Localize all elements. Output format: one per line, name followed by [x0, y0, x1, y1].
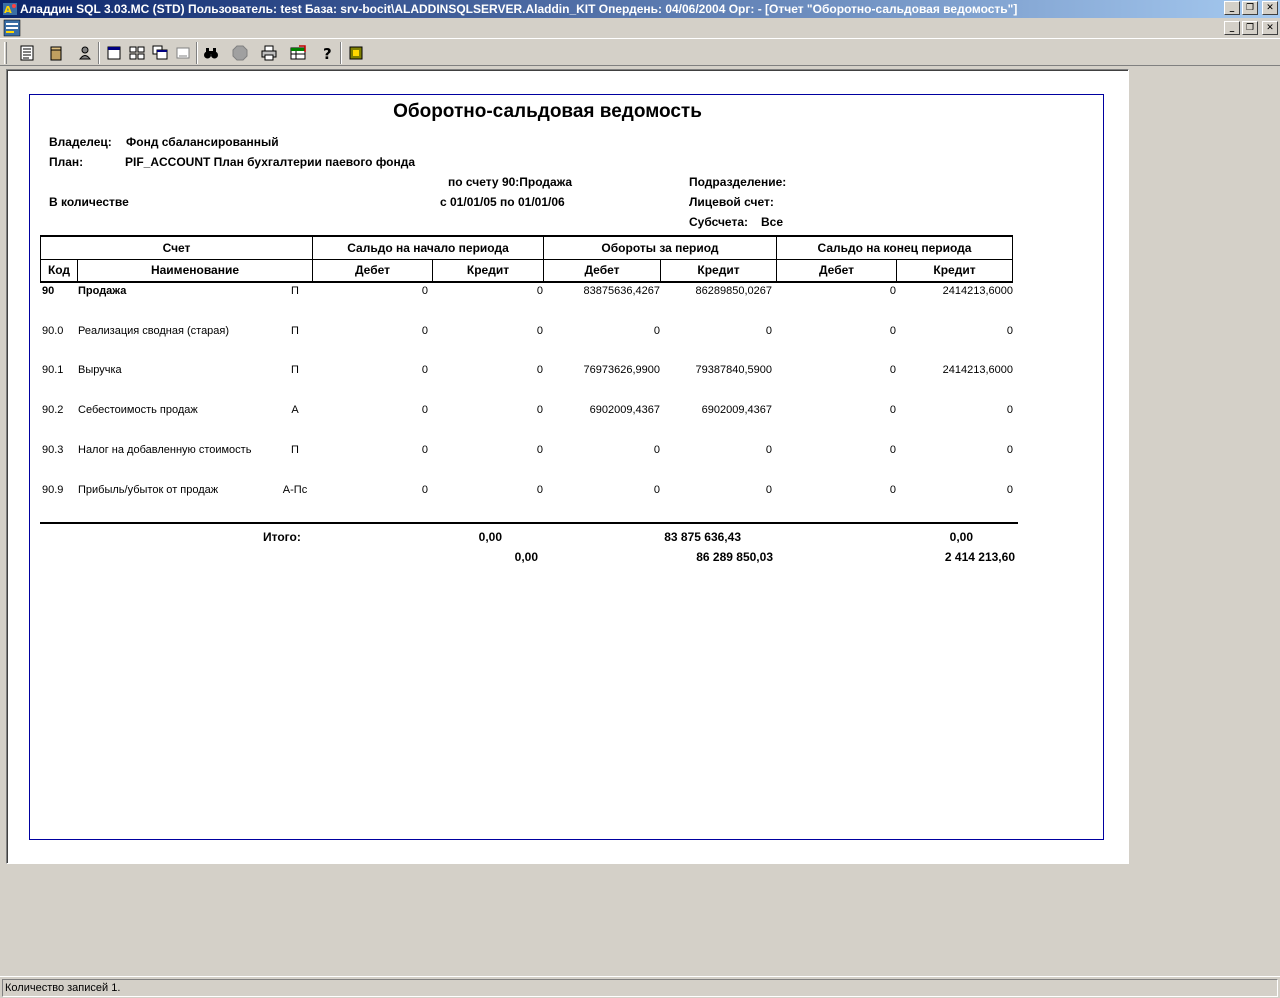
header-closing: Сальдо на конец периода [777, 236, 1013, 259]
status-text: Количество записей 1. [2, 979, 1278, 997]
row-close-credit: 0 [1006, 484, 1013, 496]
row-name: Прибыль/убыток от продаж [78, 484, 219, 496]
table-row[interactable] [40, 484, 1020, 500]
row-name: Налог на добавленную стоимость [78, 444, 252, 456]
box-icon[interactable] [45, 42, 67, 64]
doc-icon[interactable] [16, 42, 38, 64]
row-open-credit: 0 [536, 404, 543, 416]
totals-label: Итого: [263, 530, 301, 544]
total-turn-debit: 83 875 636,43 [664, 530, 741, 544]
personal-account-label: Лицевой счет: [689, 195, 774, 209]
mdi-client-area [0, 66, 1280, 974]
toolbar-separator [196, 42, 198, 64]
row-code: 90.9 [42, 484, 64, 496]
document-window-icon[interactable] [3, 19, 21, 37]
row-name: Себестоимость продаж [78, 404, 198, 416]
header-credit: Кредит [661, 259, 777, 282]
row-close-credit: 0 [1006, 404, 1013, 416]
toolbar-grip[interactable] [4, 42, 7, 64]
row-open-credit: 0 [536, 285, 543, 297]
minimize-button[interactable]: _ [1224, 1, 1240, 15]
row-open-debit: 0 [421, 364, 428, 376]
table-row[interactable] [40, 364, 1020, 380]
row-turn-credit: 0 [765, 325, 772, 337]
plan-label: План: [49, 155, 84, 169]
totals-divider [40, 522, 1018, 524]
row-close-debit: 0 [889, 285, 896, 297]
row-close-debit: 0 [889, 444, 896, 456]
total-open-debit: 0,00 [478, 530, 502, 544]
child-restore-button[interactable]: ❐ [1242, 21, 1258, 35]
stop-icon[interactable] [229, 42, 251, 64]
header-account: Счет [41, 236, 313, 259]
report-viewer[interactable] [6, 69, 1129, 864]
title-bar [0, 0, 1280, 18]
period-text: с 01/01/05 по 01/01/06 [440, 195, 565, 209]
header-turnover: Обороты за период [544, 236, 777, 259]
toolbar-separator [340, 42, 342, 64]
header-debit: Дебет [544, 259, 661, 282]
row-turn-debit: 76973626,9900 [583, 364, 660, 376]
row-turn-debit: 0 [653, 325, 660, 337]
header-credit: Кредит [897, 259, 1013, 282]
row-code: 90 [42, 285, 55, 297]
row-type: П [291, 325, 299, 337]
header-credit: Кредит [433, 259, 544, 282]
report-title: Оборотно-сальдовая ведомость [393, 101, 702, 122]
row-close-credit: 2414213,6000 [942, 285, 1013, 297]
table-row[interactable] [40, 444, 1020, 460]
user-search-icon[interactable] [74, 42, 96, 64]
row-type: П [291, 364, 299, 376]
row-close-credit: 2414213,6000 [942, 364, 1013, 376]
row-name: Выручка [78, 364, 122, 376]
help-icon[interactable] [316, 42, 338, 64]
toolbar-separator [98, 42, 100, 64]
row-open-debit: 0 [421, 404, 428, 416]
child-close-button[interactable]: ✕ [1262, 21, 1278, 35]
total-close-debit: 0,00 [949, 530, 973, 544]
close-button[interactable]: ✕ [1262, 1, 1278, 15]
table-row[interactable] [40, 404, 1020, 420]
row-type: П [291, 285, 299, 297]
table-row[interactable] [40, 285, 1020, 301]
row-name: Продажа [78, 285, 127, 297]
row-turn-credit: 79387840,5900 [695, 364, 772, 376]
row-close-debit: 0 [889, 364, 896, 376]
row-close-credit: 0 [1006, 325, 1013, 337]
row-turn-debit: 0 [653, 444, 660, 456]
row-open-debit: 0 [421, 484, 428, 496]
row-type: А [291, 404, 299, 416]
owner-label: Владелец: [49, 135, 112, 149]
tile-icon[interactable] [126, 42, 148, 64]
total-turn-credit: 86 289 850,03 [696, 550, 773, 564]
binoculars-icon[interactable] [200, 42, 222, 64]
header-debit: Дебет [313, 259, 433, 282]
total-close-credit: 2 414 213,60 [944, 550, 1015, 564]
row-open-debit: 0 [421, 285, 428, 297]
header-name: Наименование [78, 259, 313, 282]
row-turn-credit: 0 [765, 484, 772, 496]
minimize-all-icon[interactable] [172, 42, 194, 64]
total-open-credit: 0,00 [514, 550, 538, 564]
row-close-debit: 0 [889, 325, 896, 337]
report-table-header [40, 235, 1013, 283]
svg-text:А: А [4, 5, 12, 16]
account-text: по счету 90:Продажа [448, 175, 573, 189]
header-code: Код [41, 259, 78, 282]
row-turn-debit: 6902009,4367 [589, 404, 660, 416]
window-title: Аладдин SQL 3.03.МС (STD) Пользователь: test База: srv-bocit\ALADDINSQLSERVER.Aladdin_KIT Опердень: 04/06/2004 Орг: - [Отчет "Оборотно-сальдовая ведомость"] [20, 2, 1018, 16]
row-name: Реализация сводная (старая) [78, 325, 230, 337]
row-open-credit: 0 [536, 444, 543, 456]
row-close-debit: 0 [889, 484, 896, 496]
subaccounts-label: Субсчета: [689, 215, 748, 229]
svg-text:?: ? [323, 45, 332, 61]
restore-button[interactable]: ❐ [1242, 1, 1258, 15]
row-close-credit: 0 [1006, 444, 1013, 456]
plan-value: PIF_ACCOUNT План бухгалтерии паевого фонда [125, 155, 416, 169]
row-close-debit: 0 [889, 404, 896, 416]
row-type: А-Пс [282, 484, 308, 496]
print-icon[interactable] [258, 42, 280, 64]
row-open-credit: 0 [536, 325, 543, 337]
row-code: 90.3 [42, 444, 64, 456]
row-turn-credit: 86289850,0267 [695, 285, 772, 297]
division-label: Подразделение: [689, 175, 787, 189]
row-open-debit: 0 [421, 325, 428, 337]
row-turn-debit: 83875636,4267 [583, 285, 660, 297]
quantity-text: В количестве [49, 195, 129, 209]
export-icon[interactable] [287, 42, 309, 64]
menu-bar [0, 18, 1280, 38]
row-turn-credit: 0 [765, 444, 772, 456]
child-minimize-button[interactable]: _ [1224, 21, 1240, 35]
header-opening: Сальдо на начало периода [313, 236, 544, 259]
toolbar [0, 38, 1280, 66]
subaccounts-value: Все [761, 215, 784, 229]
status-bar [0, 976, 1280, 998]
cascade-icon[interactable] [149, 42, 171, 64]
row-type: П [291, 444, 299, 456]
row-code: 90.1 [42, 364, 64, 376]
row-open-credit: 0 [536, 484, 543, 496]
owner-value: Фонд сбалансированный [126, 135, 279, 149]
header-debit: Дебет [777, 259, 897, 282]
exit-icon[interactable] [345, 42, 367, 64]
window-icon[interactable] [103, 42, 125, 64]
row-code: 90.2 [42, 404, 64, 416]
table-row[interactable] [40, 325, 1020, 341]
row-code: 90.0 [42, 325, 64, 337]
row-turn-credit: 6902009,4367 [701, 404, 772, 416]
row-turn-debit: 0 [653, 484, 660, 496]
report-page [29, 94, 1104, 840]
row-open-credit: 0 [536, 364, 543, 376]
app-icon[interactable] [2, 1, 18, 17]
row-open-debit: 0 [421, 444, 428, 456]
